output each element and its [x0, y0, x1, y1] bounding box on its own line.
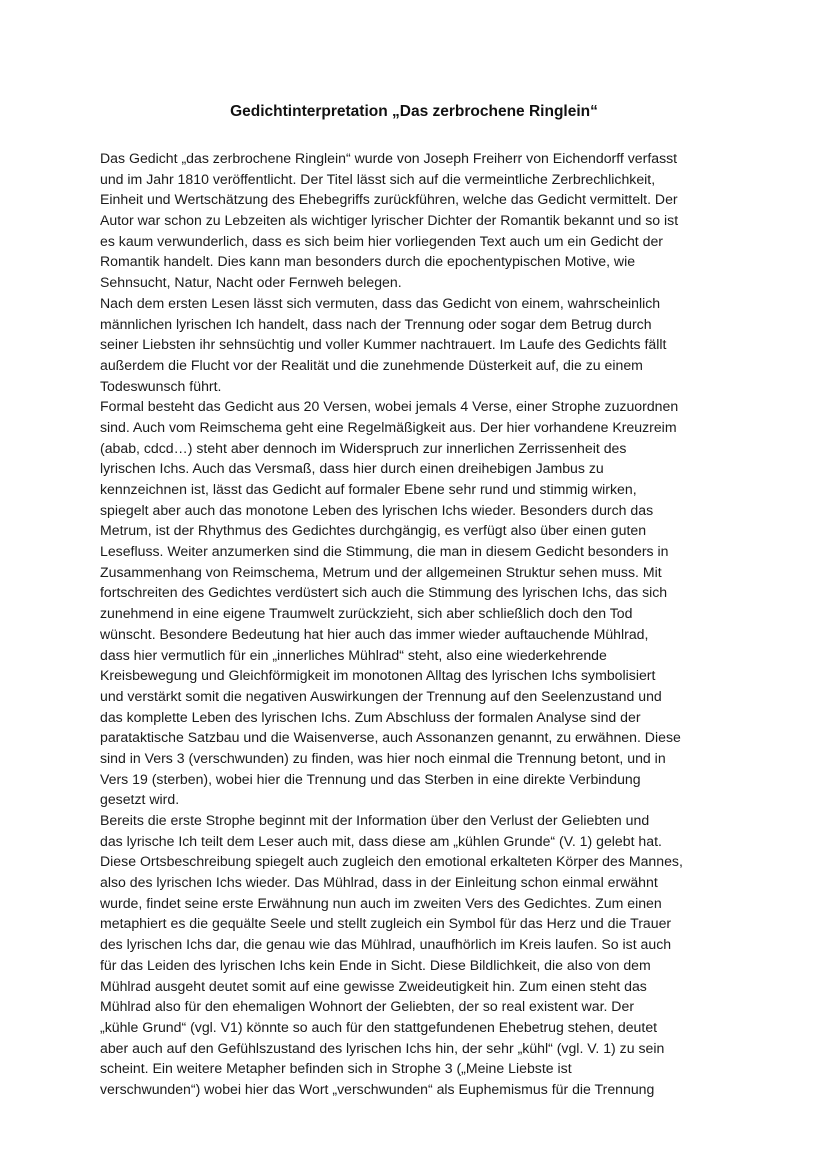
text-line: lyrischen Ichs. Auch das Versmaß, dass hier durch einen dreihebigen Jambus zu [100, 460, 604, 477]
text-line: das komplette Leben des lyrischen Ichs. Zum Abschluss der formalen Analyse sind der [100, 708, 641, 725]
text-line: Sehnsucht, Natur, Nacht oder Fernweh belegen. [100, 274, 402, 291]
text-line: fortschreiten des Gedichtes verdüstert sich auch die Stimmung des lyrischen Ichs, das sich [100, 584, 668, 601]
text-line: wünscht. Besondere Bedeutung hat hier auch das immer wieder auftauchende Mühlrad, [100, 625, 649, 642]
text-line: zunehmend in eine eigene Traumwelt zurückzieht, sich aber schließlich doch den Tod [100, 605, 633, 622]
text-line: spiegelt aber auch das monotone Leben des lyrischen Ichs wieder. Besonders durch das [100, 501, 654, 518]
text-line: kennzeichnen ist, lässt das Gedicht auf formaler Ebene sehr rund und stimmig wirken, [100, 481, 637, 497]
document-body [100, 148, 724, 1100]
text-line: sind in Vers 3 (verschwunden) zu finden, was hier noch einmal die Trennung betont, und in [100, 749, 666, 766]
text-line: metaphiert es die gequälte Seele und stellt zugleich ein Symbol für das Herz und die Trauer [100, 915, 672, 932]
text-line: Mühlrad ausgeht deutet somit auf eine gewisse Zweideutigkeit hin. Zum einen steht das [100, 977, 647, 994]
text-line: Lesefluss. Weiter anzumerken sind die Stimmung, die man in diesem Gedicht besonders in [100, 543, 669, 560]
text-line: und verstärkt somit die negativen Auswirkungen der Trennung auf den Seelenzustand und [100, 687, 662, 704]
text-line: verschwunden“) wobei hier das Wort „verschwunden“ als Euphemismus für die Trennung [100, 1080, 655, 1097]
text-line: „kühle Grund“ (vgl. V1) könnte so auch für den stattgefundenen Ehebetrug stehen, deutet [100, 1018, 658, 1035]
text-line: scheint. Ein weitere Metapher befinden sich in Strophe 3 („Meine Liebste ist [100, 1060, 572, 1077]
text-line: es kaum verwunderlich, dass es sich beim hier vorliegenden Text auch um ein Gedicht der [100, 232, 663, 249]
text-line: parataktische Satzbau und die Waisenverse, auch Assonanzen genannt, zu erwähnen. Diese [100, 729, 681, 746]
text-line: Vers 19 (sterben), wobei hier die Trennung und das Sterben in eine direkte Verbindung [100, 770, 641, 787]
text-line: (abab, cdcd…) steht aber dennoch im Widerspruch zur innerlichen Zerrissenheit des [100, 439, 627, 456]
text-line: sind. Auch vom Reimschema geht eine Regelmäßigkeit aus. Der hier vorhandene Kreuzreim [100, 418, 677, 435]
text-line: Formal besteht das Gedicht aus 20 Versen, wobei jemals 4 Verse, einer Strophe zuzuordnen [100, 398, 679, 415]
text-line: Todeswunsch führt. [100, 377, 222, 394]
text-line: Einheit und Wertschätzung des Ehebegriffs zurückführen, welche das Gedicht vermittelt. Der [100, 191, 678, 208]
text-line: Autor war schon zu Lebzeiten als wichtiger lyrischer Dichter der Romantik bekannt und so ist [100, 212, 679, 229]
text-line: wurde, findet seine erste Erwähnung nun auch im zweiten Vers des Gedichtes. Zum einen [100, 894, 662, 911]
text-line: also des lyrischen Ichs wieder. Das Mühlrad, dass in der Einleitung schon einmal erwähnt [100, 874, 658, 891]
text-line: außerdem die Flucht vor der Realität und die zunehmende Düsterkeit auf, die zu einem [100, 356, 643, 373]
text-line: Mühlrad also für den ehemaligen Wohnort der Geliebten, der so real existent war. Der [100, 998, 635, 1015]
text-line: das lyrische Ich teilt dem Leser auch mit, dass diese am „kühlen Grunde“ (V. 1) gelebt hat. [100, 832, 662, 849]
text-line: und im Jahr 1810 veröffentlicht. Der Titel lässt sich auf die vermeintliche Zerbrechlichkeit, [100, 170, 656, 187]
text-line: seiner Liebsten ihr sehnsüchtig und voller Kummer nachtrauert. Im Laufe des Gedichts fällt [100, 336, 667, 353]
text-line: Kreisbewegung und Gleichförmigkeit im monotonen Alltag des lyrischen Ichs symbolisiert [100, 667, 656, 684]
document-title: Gedichtinterpretation „Das zerbrochene Ringlein“ [230, 103, 598, 120]
text-line: Zusammenhang von Reimschema, Metrum und der allgemeinen Struktur sehen muss. Mit [100, 563, 662, 580]
text-line: Das Gedicht „das zerbrochene Ringlein“ wurde von Joseph Freiherr von Eichendorff verfasst [100, 150, 678, 166]
text-line: Metrum, ist der Rhythmus des Gedichtes durchgängig, es verfügt also über einen guten [100, 522, 647, 539]
text-line: Bereits die erste Strophe beginnt mit der Information über den Verlust der Geliebten und [100, 812, 650, 828]
text-line: männlichen lyrischen Ich handelt, dass nach der Trennung oder sogar dem Betrug durch [100, 315, 652, 332]
text-line: Diese Ortsbeschreibung spiegelt auch zugleich den emotional erkalteten Körper des Mannes, [100, 853, 683, 870]
text-line: Nach dem ersten Lesen lässt sich vermuten, dass das Gedicht von einem, wahrscheinlich [100, 294, 661, 311]
text-line: aber auch auf den Gefühlszustand des lyrischen Ichs hin, der sehr „kühl“ (vgl. V. 1) zu sein [100, 1039, 665, 1056]
text-line: des lyrischen Ichs dar, die genau wie das Mühlrad, unaufhörlich im Kreis laufen. So ist auch [100, 936, 672, 953]
text-line: gesetzt wird. [100, 791, 180, 808]
text-line: Romantik handelt. Dies kann man besonders durch die epochentypischen Motive, wie [100, 253, 636, 270]
text-line: für das Leiden des lyrischen Ichs kein Ende in Sicht. Diese Bildlichkeit, die also von dem [100, 956, 651, 973]
text-line: dass hier vermutlich für ein „innerliches Mühlrad“ steht, also eine wiederkehrende [100, 646, 607, 663]
